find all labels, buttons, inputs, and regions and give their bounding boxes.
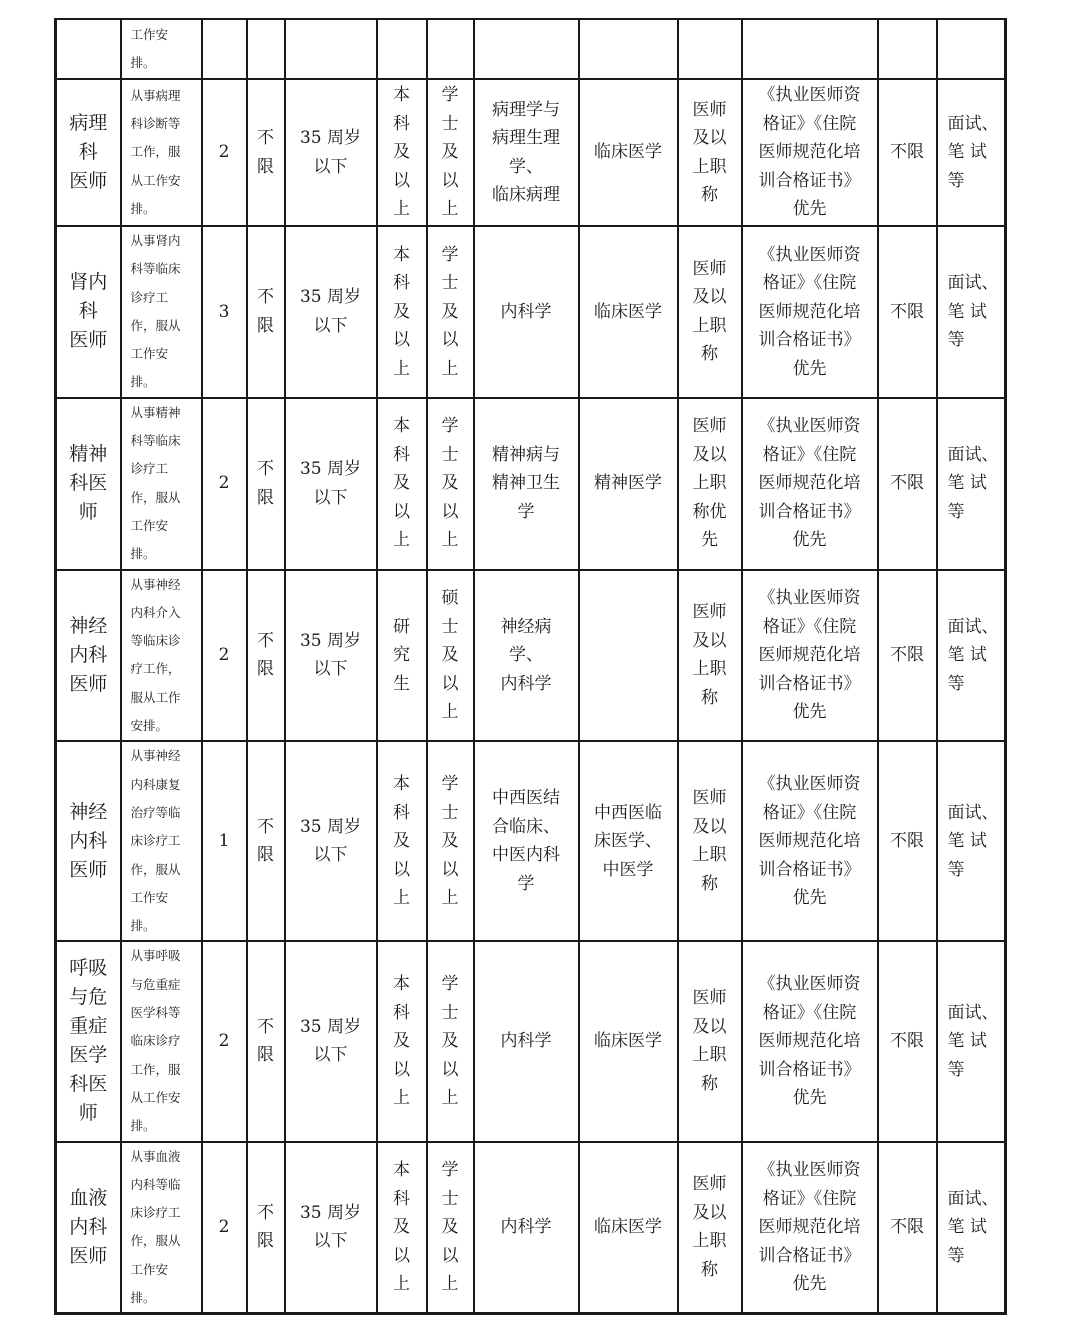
age-cell: 35 周岁 以下 [285, 1142, 377, 1314]
age-cell: 35 周岁 以下 [285, 570, 377, 742]
major-ug-cell [579, 19, 678, 79]
exam-method-cell [937, 19, 1006, 79]
major-grad-cell: 精神病与 精神卫生 学 [474, 398, 579, 570]
degree-cell: 学 士 及 以 上 [427, 398, 474, 570]
education-cell: 研 究 生 [377, 570, 427, 742]
document-page [54, 18, 1004, 1315]
other-req-cell: 《执业医师资 格证》《住院 医师规范化培 训合格证书》 优先 [742, 79, 878, 226]
age-cell [285, 19, 377, 79]
post-cell: 神经 内科 医师 [56, 741, 121, 941]
major-grad-cell: 神经病 学、 内科学 [474, 570, 579, 742]
table-row-continued [56, 19, 1006, 79]
exam-method-cell: 面试、 笔 试 等 [937, 570, 1006, 742]
title-req-cell: 医师 及以 上职 称 [678, 941, 742, 1141]
household-cell: 不限 [878, 398, 937, 570]
post-cell: 神经 内科 医师 [56, 570, 121, 742]
title-req-cell: 医师 及以 上职 称 [678, 1142, 742, 1314]
count-cell: 2 [202, 941, 247, 1141]
education-cell: 本 科 及 以 上 [377, 79, 427, 226]
gender-cell: 不 限 [247, 570, 285, 742]
major-ug-cell: 临床医学 [579, 226, 678, 398]
count-cell: 2 [202, 398, 247, 570]
other-req-cell: 《执业医师资 格证》《住院 医师规范化培 训合格证书》 优先 [742, 941, 878, 1141]
major-grad-cell: 内科学 [474, 1142, 579, 1314]
table-body [56, 19, 1006, 1314]
duty-cell: 工作安 排。 [121, 19, 202, 79]
count-cell: 2 [202, 79, 247, 226]
household-cell: 不限 [878, 570, 937, 742]
major-ug-cell: 临床医学 [579, 1142, 678, 1314]
exam-method-cell: 面试、 笔 试 等 [937, 226, 1006, 398]
other-req-cell: 《执业医师资 格证》《住院 医师规范化培 训合格证书》 优先 [742, 226, 878, 398]
post-cell [56, 19, 121, 79]
degree-cell: 学 士 及 以 上 [427, 1142, 474, 1314]
other-req-cell: 《执业医师资 格证》《住院 医师规范化培 训合格证书》 优先 [742, 570, 878, 742]
title-req-cell [678, 19, 742, 79]
duty-cell: 从事神经 内科介入 等临床诊 疗工作， 服从工作 安排。 [121, 570, 202, 742]
major-grad-cell: 中西医结 合临床、 中医内科 学 [474, 741, 579, 941]
major-ug-cell: 临床医学 [579, 941, 678, 1141]
major-grad-cell: 病理学与 病理生理 学、 临床病理 [474, 79, 579, 226]
education-cell: 本 科 及 以 上 [377, 941, 427, 1141]
degree-cell: 学 士 及 以 上 [427, 741, 474, 941]
post-cell: 病理 科 医师 [56, 79, 121, 226]
education-cell [377, 19, 427, 79]
count-cell [202, 19, 247, 79]
major-ug-cell: 中西医临 床医学、 中医学 [579, 741, 678, 941]
major-grad-cell [474, 19, 579, 79]
age-cell: 35 周岁 以下 [285, 79, 377, 226]
count-cell: 1 [202, 741, 247, 941]
household-cell: 不限 [878, 941, 937, 1141]
household-cell: 不限 [878, 741, 937, 941]
degree-cell: 硕 士 及 以 上 [427, 570, 474, 742]
other-req-cell: 《执业医师资 格证》《住院 医师规范化培 训合格证书》 优先 [742, 398, 878, 570]
table-row [56, 741, 1006, 941]
table-row [56, 1142, 1006, 1314]
major-ug-cell: 精神医学 [579, 398, 678, 570]
title-req-cell: 医师 及以 上职 称 [678, 570, 742, 742]
duty-cell: 从事病理 科诊断等 工作，服 从工作安 排。 [121, 79, 202, 226]
other-req-cell [742, 19, 878, 79]
count-cell: 3 [202, 226, 247, 398]
table-row [56, 79, 1006, 226]
post-cell: 血液 内科 医师 [56, 1142, 121, 1314]
other-req-cell: 《执业医师资 格证》《住院 医师规范化培 训合格证书》 优先 [742, 741, 878, 941]
age-cell: 35 周岁 以下 [285, 398, 377, 570]
age-cell: 35 周岁 以下 [285, 741, 377, 941]
title-req-cell: 医师 及以 上职 称 [678, 741, 742, 941]
other-req-cell: 《执业医师资 格证》《住院 医师规范化培 训合格证书》 优先 [742, 1142, 878, 1314]
gender-cell: 不 限 [247, 941, 285, 1141]
title-req-cell: 医师 及以 上职 称优 先 [678, 398, 742, 570]
gender-cell: 不 限 [247, 226, 285, 398]
major-grad-cell: 内科学 [474, 226, 579, 398]
degree-cell: 学 士 及 以 上 [427, 941, 474, 1141]
degree-cell [427, 19, 474, 79]
title-req-cell: 医师 及以 上职 称 [678, 79, 742, 226]
exam-method-cell: 面试、 笔 试 等 [937, 1142, 1006, 1314]
post-cell: 精神 科医 师 [56, 398, 121, 570]
education-cell: 本 科 及 以 上 [377, 741, 427, 941]
recruitment-table [54, 18, 1007, 1315]
exam-method-cell: 面试、 笔 试 等 [937, 941, 1006, 1141]
household-cell: 不限 [878, 1142, 937, 1314]
education-cell: 本 科 及 以 上 [377, 398, 427, 570]
table-row [56, 570, 1006, 742]
duty-cell: 从事血液 内科等临 床诊疗工 作，服从 工作安 排。 [121, 1142, 202, 1314]
table-row [56, 941, 1006, 1141]
table-row [56, 398, 1006, 570]
count-cell: 2 [202, 570, 247, 742]
gender-cell: 不 限 [247, 79, 285, 226]
household-cell [878, 19, 937, 79]
degree-cell: 学 士 及 以 上 [427, 226, 474, 398]
age-cell: 35 周岁 以下 [285, 941, 377, 1141]
duty-cell: 从事肾内 科等临床 诊疗工 作，服从 工作安 排。 [121, 226, 202, 398]
exam-method-cell: 面试、 笔 试 等 [937, 79, 1006, 226]
gender-cell: 不 限 [247, 398, 285, 570]
major-ug-cell [579, 570, 678, 742]
gender-cell: 不 限 [247, 1142, 285, 1314]
duty-cell: 从事神经 内科康复 治疗等临 床诊疗工 作，服从 工作安 排。 [121, 741, 202, 941]
duty-cell: 从事呼吸 与危重症 医学科等 临床诊疗 工作，服 从工作安 排。 [121, 941, 202, 1141]
count-cell: 2 [202, 1142, 247, 1314]
education-cell: 本 科 及 以 上 [377, 1142, 427, 1314]
post-cell: 肾内 科 医师 [56, 226, 121, 398]
post-cell: 呼吸 与危 重症 医学 科医 师 [56, 941, 121, 1141]
exam-method-cell: 面试、 笔 试 等 [937, 741, 1006, 941]
table-row [56, 226, 1006, 398]
gender-cell [247, 19, 285, 79]
degree-cell: 学 士 及 以 上 [427, 79, 474, 226]
gender-cell: 不 限 [247, 741, 285, 941]
household-cell: 不限 [878, 79, 937, 226]
duty-cell: 从事精神 科等临床 诊疗工 作，服从 工作安 排。 [121, 398, 202, 570]
exam-method-cell: 面试、 笔 试 等 [937, 398, 1006, 570]
title-req-cell: 医师 及以 上职 称 [678, 226, 742, 398]
education-cell: 本 科 及 以 上 [377, 226, 427, 398]
major-grad-cell: 内科学 [474, 941, 579, 1141]
major-ug-cell: 临床医学 [579, 79, 678, 226]
household-cell: 不限 [878, 226, 937, 398]
age-cell: 35 周岁 以下 [285, 226, 377, 398]
